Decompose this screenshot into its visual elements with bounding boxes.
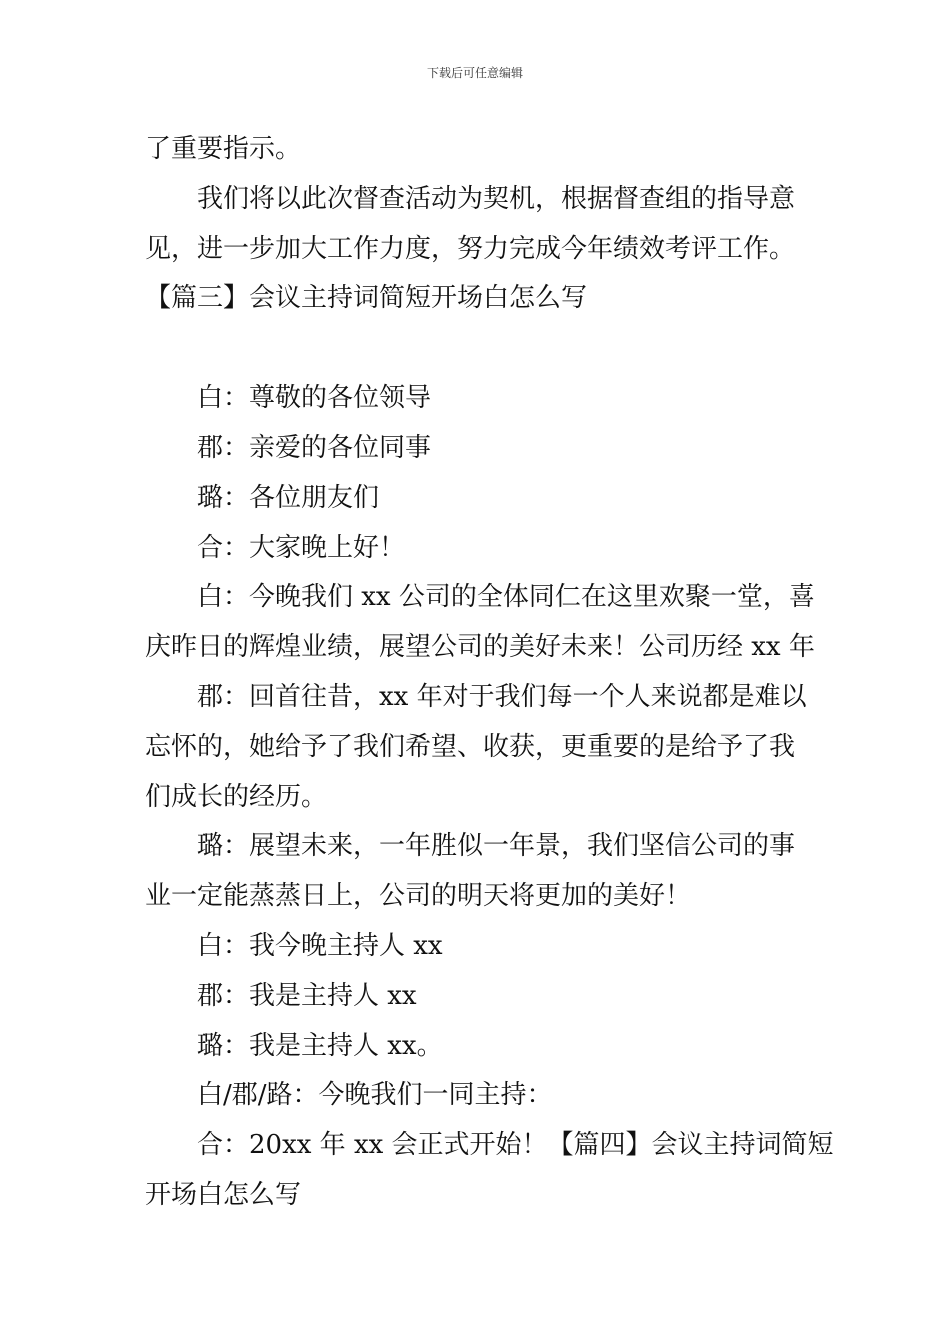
text-line: 开场白怎么写 <box>145 1179 302 1210</box>
text-line: 们成长的经历。 <box>145 781 328 812</box>
document-body <box>145 125 834 1221</box>
text-line: 璐：展望未来，一年胜似一年景，我们坚信公司的事 <box>197 831 796 862</box>
text-line: 璐：我是主持人 xx。 <box>197 1030 443 1061</box>
text-line: 白：尊敬的各位领导 <box>197 383 432 414</box>
page-header: 下载后可任意编辑 <box>426 66 523 80</box>
text-line: 璐：各位朋友们 <box>197 482 380 513</box>
blank-line <box>145 324 810 374</box>
text-line: 合：20xx 年 xx 会正式开始！【篇四】会议主持词简短 <box>197 1130 834 1161</box>
text-line: 业一定能蒸蒸日上，公司的明天将更加的美好！ <box>145 881 692 912</box>
text-line: 郡：我是主持人 xx <box>197 980 417 1011</box>
text-line: 忘怀的，她给予了我们希望、收获，更重要的是给予了我 <box>145 731 796 762</box>
text-line: 合：大家晚上好！ <box>197 532 406 563</box>
text-line: 白：今晚我们 xx 公司的全体同仁在这里欢聚一堂，喜 <box>197 582 815 613</box>
text-line: 我们将以此次督查活动为契机，根据督查组的指导意 <box>197 183 796 214</box>
text-line: 庆昨日的辉煌业绩，展望公司的美好未来！公司历经 xx 年 <box>145 632 815 663</box>
text-line: 了重要指示。 <box>145 134 302 164</box>
text-line: 白/郡/路：今晚我们一同主持： <box>197 1080 553 1111</box>
text-line: 郡：回首往昔，xx 年对于我们每一个人来说都是难以 <box>197 681 807 712</box>
text-line: 郡：亲爱的各位同事 <box>197 432 432 463</box>
section-heading: 【篇三】会议主持词简短开场白怎么写 <box>145 283 588 314</box>
text-line: 见，进一步加大工作力度，努力完成今年绩效考评工作。 <box>145 233 796 264</box>
text-line: 白：我今晚主持人 xx <box>197 930 443 961</box>
